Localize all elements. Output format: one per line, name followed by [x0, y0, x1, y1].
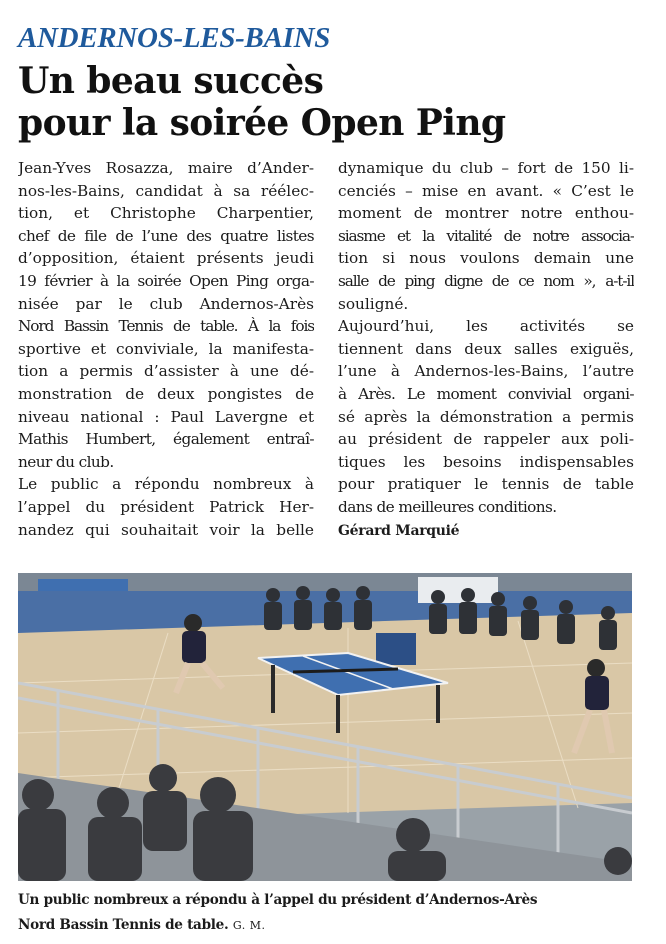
text-line: neur du club. [18, 452, 114, 471]
text-line: nandez qui souhaitait voir la belle [18, 520, 314, 539]
paragraph [338, 157, 634, 315]
lectern [376, 633, 416, 665]
caption-line-1: Un public nombreux a répondu à l’appel du président d’Andernos-Arès [18, 892, 538, 908]
background-table [38, 579, 128, 591]
text-line: Mathis Humbert, également entraî- [18, 430, 314, 449]
text-line: salle de ping digne de ce nom », a-t-il [338, 271, 634, 290]
text-line: d’opposition, étaient présents jeudi [18, 249, 314, 268]
article-kicker: ANDERNOS-LES-BAINS [18, 22, 331, 54]
text-line: Nord Bassin Tennis de table. À la fois [18, 317, 314, 336]
text-line: Aujourd’hui, les activités se [338, 317, 634, 336]
text-line: dynamique du club – fort de 150 li- [338, 159, 634, 177]
caption-line-2 [18, 913, 648, 938]
text-line: monstration de deux pongistes de [18, 384, 314, 403]
text-line: sportive et conviviale, la manifesta- [18, 339, 314, 358]
text-line: pour pratiquer le tennis de table [338, 475, 634, 494]
photo-illustration [18, 573, 632, 881]
text-line: tion a permis d’assister à une dé- [18, 362, 314, 381]
text-line: tiennent dans deux salles exiguës, [338, 339, 634, 358]
photo-credit: G. M. [232, 919, 266, 932]
text-line: nos-les-Bains, candidat à sa réélec- [18, 181, 314, 200]
text-line: tiques les besoins indispensables [338, 452, 634, 471]
sponsor-banner [418, 577, 498, 603]
text-line: 19 février à la soirée Open Ping orga- [18, 271, 314, 290]
text-line: dans de meilleures conditions. [338, 497, 557, 516]
text-line: nisée par le club Andernos-Arès [18, 294, 314, 313]
text-line: Le public a répondu nombreux à [18, 475, 314, 494]
article-headline [18, 60, 638, 144]
photo-caption [18, 888, 648, 938]
author-signature: Gérard Marquié [338, 522, 460, 539]
headline-line-1: Un beau succès [18, 60, 324, 102]
text-line: moment de montrer notre enthou- [338, 204, 634, 223]
text-line: cenciés – mise en avant. « C’est le [338, 181, 634, 200]
paragraph [18, 157, 314, 473]
text-line: souligné. [338, 294, 409, 313]
article-column-right [338, 157, 634, 542]
text-line: à Arès. Le moment convivial organi- [338, 384, 634, 403]
text-line: chef de file de l’une des quatre listes [18, 226, 314, 245]
caption-line-2-text: Nord Bassin Tennis de table. [18, 917, 229, 933]
text-line: sé après la démonstration a permis [338, 407, 634, 426]
text-line: au président de rappeler aux poli- [338, 430, 634, 449]
text-line: Jean-Yves Rosazza, maire d’Ander- [18, 159, 314, 177]
headline-line-2: pour la soirée Open Ping [18, 102, 506, 144]
text-line: niveau national : Paul Lavergne et [18, 407, 314, 426]
text-line: l’une à Andernos-les-Bains, l’autre [338, 362, 634, 381]
table-tennis-event-photo [18, 573, 632, 881]
text-line: l’appel du président Patrick Her- [18, 497, 314, 516]
paragraph [18, 473, 314, 541]
text-line: tion si nous voulons demain une [338, 249, 634, 268]
article-column-left [18, 157, 314, 541]
text-line: siasme et la vitalité de notre associa- [338, 226, 634, 245]
text-line: tion, et Christophe Charpentier, [18, 204, 314, 223]
paragraph [338, 315, 634, 518]
